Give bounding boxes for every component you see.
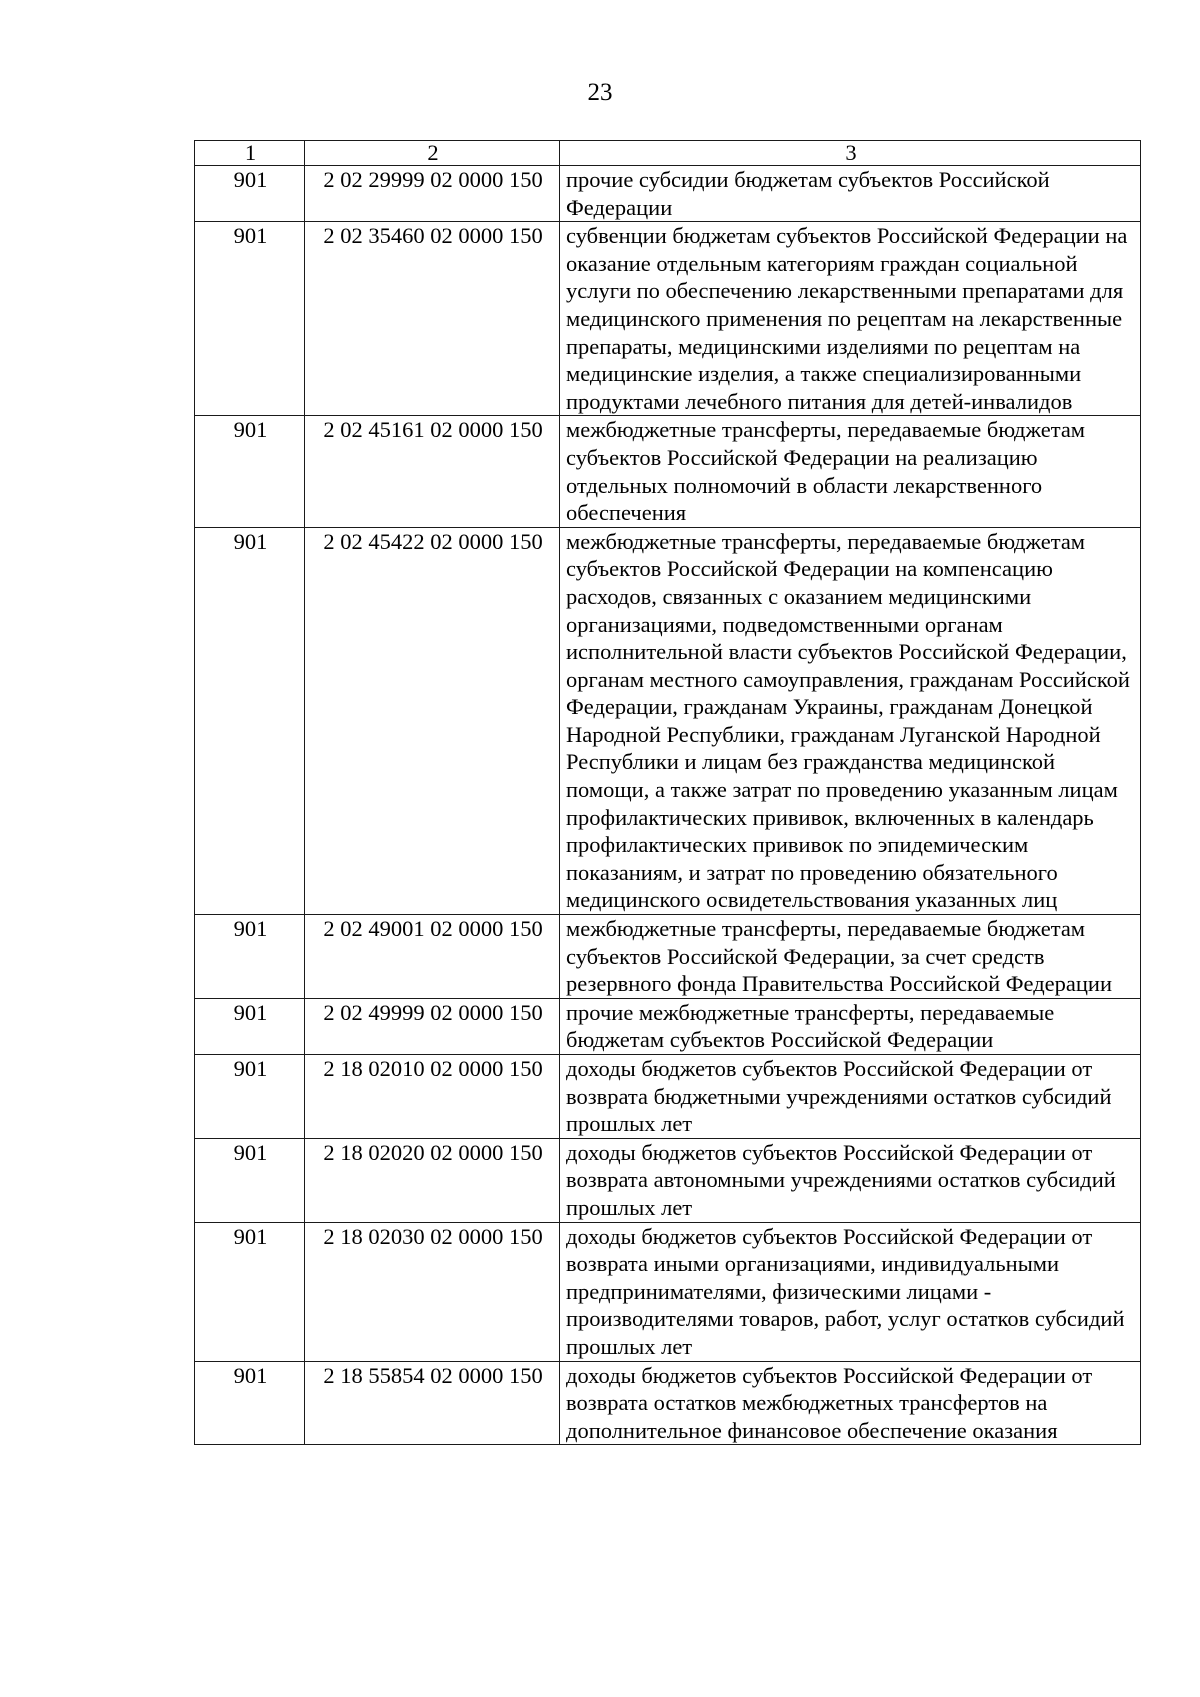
administrator-code: 901	[195, 1361, 305, 1445]
column-header-1: 1	[195, 141, 305, 166]
income-code: 2 02 49001 02 0000 150	[305, 915, 560, 999]
administrator-code: 901	[195, 527, 305, 914]
income-description: доходы бюджетов субъектов Российской Федерации от возврата автономными учреждениями остатков субсидий прошлых лет	[560, 1138, 1141, 1222]
table-row	[195, 416, 1141, 527]
table-row	[195, 527, 1141, 914]
table-row	[195, 222, 1141, 416]
administrator-code: 901	[195, 222, 305, 416]
table-row	[195, 1055, 1141, 1139]
income-code: 2 18 02030 02 0000 150	[305, 1222, 560, 1361]
income-description: межбюджетные трансферты, передаваемые бюджетам субъектов Российской Федерации на реализацию отдельных полномочий в области лекарственного обеспечения	[560, 416, 1141, 527]
administrator-code: 901	[195, 998, 305, 1054]
table-row	[195, 998, 1141, 1054]
page-number: 23	[587, 79, 613, 106]
income-description: прочие межбюджетные трансферты, передаваемые бюджетам субъектов Российской Федерации	[560, 998, 1141, 1054]
administrator-code: 901	[195, 915, 305, 999]
income-code: 2 18 02010 02 0000 150	[305, 1055, 560, 1139]
table-header-row	[195, 141, 1141, 166]
administrator-code: 901	[195, 1222, 305, 1361]
income-description: доходы бюджетов субъектов Российской Федерации от возврата иными организациями, индивидуальными предпринимателями, физическими лицами - производителями товаров, работ, услуг остатков субсидий прошлых лет	[560, 1222, 1141, 1361]
income-code: 2 02 49999 02 0000 150	[305, 998, 560, 1054]
income-description: доходы бюджетов субъектов Российской Федерации от возврата остатков межбюджетных трансфертов на дополнительное финансовое обеспечение оказания	[560, 1361, 1141, 1445]
administrator-code: 901	[195, 1138, 305, 1222]
administrator-code: 901	[195, 416, 305, 527]
income-code: 2 18 02020 02 0000 150	[305, 1138, 560, 1222]
income-code: 2 02 29999 02 0000 150	[305, 166, 560, 222]
table-row	[195, 1138, 1141, 1222]
column-header-2: 2	[305, 141, 560, 166]
income-description: прочие субсидии бюджетам субъектов Российской Федерации	[560, 166, 1141, 222]
income-description: межбюджетные трансферты, передаваемые бюджетам субъектов Российской Федерации на компенсацию расходов, связанных с оказанием медицинскими организациями, подведомственными органам исполнительной власти субъектов Российской Федерации, органам местного самоуправления, гражданам Российской Федерации, гражданам Украины, гражданам Донецкой Народной Республики, гражданам Луганской Народной Республики и лицам без гражданства медицинской помощи, а также затрат по проведению указанным лицам профилактических прививок, включенных в календарь профилактических прививок по эпидемическим показаниям, и затрат по проведению обязательного медицинского освидетельствования указанных лиц	[560, 527, 1141, 914]
table-row	[195, 1222, 1141, 1361]
table-row	[195, 915, 1141, 999]
income-code: 2 02 45161 02 0000 150	[305, 416, 560, 527]
income-description: субвенции бюджетам субъектов Российской Федерации на оказание отдельным категориям граждан социальной услуги по обеспечению лекарственными препаратами для медицинского применения по рецептам на лекарственные препараты, медицинскими изделиями по рецептам на медицинские изделия, а также специализированными продуктами лечебного питания для детей-инвалидов	[560, 222, 1141, 416]
income-code: 2 02 45422 02 0000 150	[305, 527, 560, 914]
administrator-code: 901	[195, 1055, 305, 1139]
income-description: межбюджетные трансферты, передаваемые бюджетам субъектов Российской Федерации, за счет средств резервного фонда Правительства Российской Федерации	[560, 915, 1141, 999]
income-description: доходы бюджетов субъектов Российской Федерации от возврата бюджетными учреждениями остатков субсидий прошлых лет	[560, 1055, 1141, 1139]
income-code: 2 18 55854 02 0000 150	[305, 1361, 560, 1445]
budget-code-table	[194, 140, 1141, 1445]
table-row	[195, 1361, 1141, 1445]
income-code: 2 02 35460 02 0000 150	[305, 222, 560, 416]
column-header-3: 3	[560, 141, 1141, 166]
administrator-code: 901	[195, 166, 305, 222]
table-row	[195, 166, 1141, 222]
